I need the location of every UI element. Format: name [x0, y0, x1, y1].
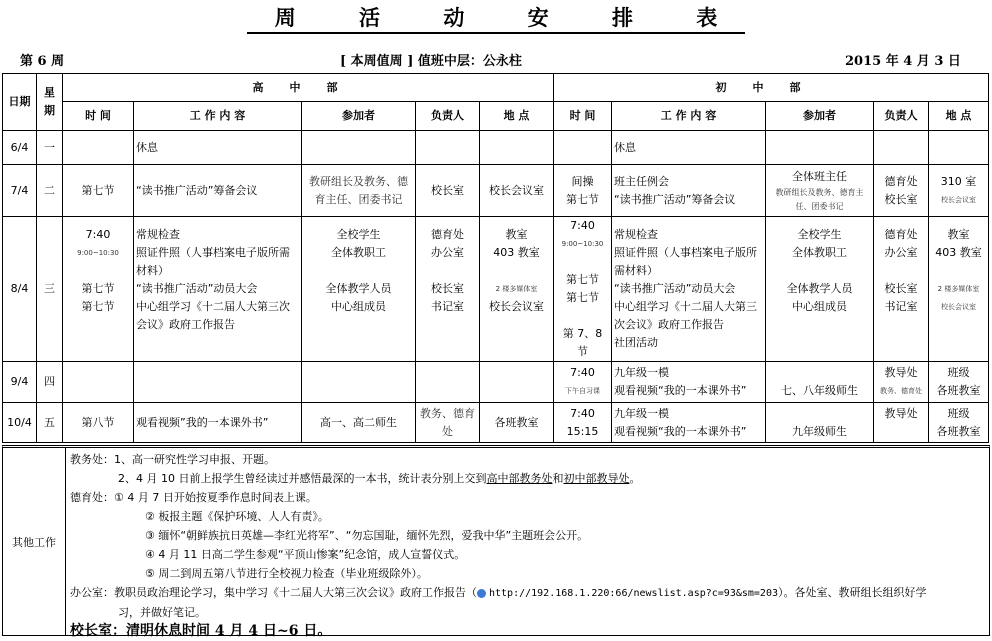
- cell-time: 7:40 15:15: [554, 403, 612, 443]
- col-place: 地 点: [480, 102, 554, 131]
- cell-place: 教室 403 教室 2 楼多媒体室 校长会议室: [480, 217, 554, 362]
- other-line: ② 板报主题《保护环境、人人有责》。: [145, 510, 329, 523]
- header-row-dept: [3, 74, 989, 102]
- table-row: [3, 362, 989, 403]
- other-line: 办公室：教职员政治理论学习，集中学习《十二届人大第三次会议》政府工作报告（ http://192.168.1.220:66/newslist.asp?c=93&sm=203）。各处室、教研组长组织好学: [70, 586, 927, 599]
- other-work-label: 其他工作: [3, 448, 66, 635]
- cell-date: 9/4: [3, 362, 37, 403]
- cell-place: 310 室 校长会议室: [929, 165, 989, 217]
- cell-leader: 教导处 教务、德育处: [874, 362, 929, 403]
- cell-time: 7:40 9:00~10:30 第七节 第七节: [63, 217, 134, 362]
- other-line: ⑤ 周二到周五第八节进行全校视力检查（毕业班级除外）。: [145, 567, 428, 580]
- cell-content: 休息: [612, 131, 766, 165]
- dept-middle: 初中部: [554, 74, 989, 102]
- cell-leader: 德育处 办公室 校长室 书记室: [874, 217, 929, 362]
- col-participants: 参加者: [302, 102, 416, 131]
- col-place: 地 点: [929, 102, 989, 131]
- cell-content: 九年级一模 观看视频“我的一本课外书”: [612, 362, 766, 403]
- col-leader: 负责人: [416, 102, 480, 131]
- issue-date: 2015 年 4 月 3 日: [845, 54, 961, 69]
- cell-content: 观看视频”我的一本课外书”: [134, 403, 302, 443]
- header-row-cols: [3, 102, 989, 131]
- col-leader: 负责人: [874, 102, 929, 131]
- col-content: 工 作 内 容: [134, 102, 302, 131]
- cell-weekday: 二: [37, 165, 63, 217]
- cell-participants: 全体班主任 教研组长及教务、德育主任、团委书记: [766, 165, 874, 217]
- cell-leader: 教务、德育处: [416, 403, 480, 443]
- cell-place: 各班教室: [480, 403, 554, 443]
- cell-weekday: 一: [37, 131, 63, 165]
- cell-place: 校长会议室: [480, 165, 554, 217]
- cell-leader: 德育处 办公室 校长室 书记室: [416, 217, 480, 362]
- cell-time: 第七节: [63, 165, 134, 217]
- globe-icon: [477, 589, 486, 598]
- cell-participants: 七、八年级师生: [766, 362, 874, 403]
- cell-content: 班主任例会 “读书推广活动”筹备会议: [612, 165, 766, 217]
- table-row: [3, 165, 989, 217]
- cell-content: 常规检查 照证件照（人事档案电子版所需材料） “读书推广活动”动员大会 中心组学习《十二届人大第三次会议》政府工作报告 社团活动: [612, 217, 766, 362]
- cell-content: 休息: [134, 131, 302, 165]
- table-row: [3, 217, 989, 362]
- dept-high: 高中部: [63, 74, 554, 102]
- col-content: 工 作 内 容: [612, 102, 766, 131]
- link-high-office[interactable]: 高中部教务处: [486, 472, 553, 485]
- cell-date: 8/4: [3, 217, 37, 362]
- link-middle-office[interactable]: 初中部教导处: [563, 472, 630, 485]
- cell-content: “读书推广活动”筹备会议: [134, 165, 302, 217]
- cell-weekday: 三: [37, 217, 63, 362]
- table-row: [3, 131, 989, 165]
- cell-participants: 全校学生 全体教职工 全体教学人员 中心组成员: [766, 217, 874, 362]
- col-date: 日期: [3, 74, 37, 131]
- cell-participants: 教研组长及教务、德育主任、团委书记: [302, 165, 416, 217]
- page-title: 周 活 动 安 排 表: [0, 2, 992, 34]
- week-number: 第 6 周: [20, 54, 65, 69]
- cell-place: 教室 403 教室 2 楼多媒体室 校长会议室: [929, 217, 989, 362]
- cell-content: 常规检查 照证件照（人事档案电子版所需材料） “读书推广活动”动员大会 中心组学习《十二届人大第三次会议》政府工作报告: [134, 217, 302, 362]
- cell-date: 10/4: [3, 403, 37, 443]
- cell-time: 第八节: [63, 403, 134, 443]
- cell-date: 6/4: [3, 131, 37, 165]
- col-time: 时 间: [63, 102, 134, 131]
- cell-date: 7/4: [3, 165, 37, 217]
- other-line: 教务处：1、高一研究性学习申报、开题。: [70, 453, 275, 466]
- principal-note: 校长室：清明休息时间 4 月 4 日~6 日。: [70, 623, 332, 639]
- col-time: 时 间: [554, 102, 612, 131]
- other-work-body: [70, 450, 985, 641]
- col-participants: 参加者: [766, 102, 874, 131]
- other-line: 德育处：① 4 月 7 日开始按夏季作息时间表上课。: [70, 491, 317, 504]
- cell-leader: 校长室: [416, 165, 480, 217]
- other-line: ④ 4 月 11 日高二学生参观“平顶山惨案”纪念馆，成人宣誓仪式。: [145, 548, 466, 561]
- cell-content: 九年级一模 观看视频“我的一本课外书”: [612, 403, 766, 443]
- cell-place: 班级 各班教室: [929, 403, 989, 443]
- cell-time: 7:40 下午自习课: [554, 362, 612, 403]
- cell-participants: 全校学生 全体教职工 全体教学人员 中心组成员: [302, 217, 416, 362]
- cell-leader: 教导处: [874, 403, 929, 443]
- table-row: [3, 403, 989, 443]
- cell-weekday: 五: [37, 403, 63, 443]
- cell-participants: 九年级师生: [766, 403, 874, 443]
- other-line: 习，并做好笔记。: [118, 606, 206, 619]
- other-line: 2、4 月 10 日前上报学生曾经读过并感悟最深的一本书，统计表分别上交到高中部教务处和初中部教导处。: [118, 472, 641, 485]
- cell-weekday: 四: [37, 362, 63, 403]
- schedule-table: [2, 73, 989, 443]
- duty-info: [ 本周值周 ] 值班中层：公永柱: [340, 54, 522, 69]
- other-line: ③ 缅怀“朝鲜族抗日英雄—李红光将军”、“勿忘国耻，缅怀先烈，爱我中华”主题班会公开。: [145, 529, 589, 542]
- cell-time: 间操 第七节: [554, 165, 612, 217]
- cell-participants: 高一、高二师生: [302, 403, 416, 443]
- col-weekday: 星期: [37, 74, 63, 131]
- report-link[interactable]: http://192.168.1.220:66/newslist.asp?c=93&sm=203: [489, 588, 778, 599]
- cell-time: 7:40 9:00~10:30 第七节 第七节 第 7、8 节: [554, 217, 612, 362]
- other-work-section: [2, 445, 990, 639]
- cell-place: 班级 各班教室: [929, 362, 989, 403]
- cell-leader: 德育处 校长室: [874, 165, 929, 217]
